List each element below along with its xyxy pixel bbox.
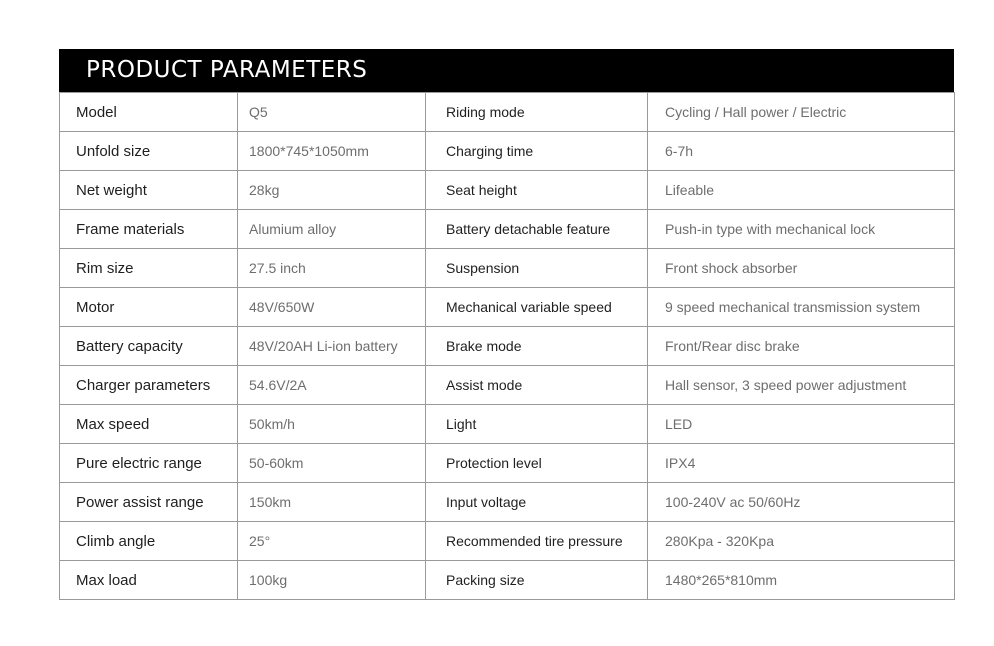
- param-label: Assist mode: [426, 366, 648, 405]
- param-value: 50-60km: [238, 444, 426, 483]
- parameters-table-body: [60, 93, 955, 600]
- param-label: Protection level: [426, 444, 648, 483]
- param-label: Max speed: [60, 405, 238, 444]
- param-label: Climb angle: [60, 522, 238, 561]
- param-label: Battery capacity: [60, 327, 238, 366]
- param-value: 1800*745*1050mm: [238, 132, 426, 171]
- param-label: Pure electric range: [60, 444, 238, 483]
- param-value: 100-240V ac 50/60Hz: [648, 483, 955, 522]
- param-value: 6-7h: [648, 132, 955, 171]
- param-value: 1480*265*810mm: [648, 561, 955, 600]
- param-value: 27.5 inch: [238, 249, 426, 288]
- param-label: Seat height: [426, 171, 648, 210]
- param-label: Brake mode: [426, 327, 648, 366]
- table-row: [60, 210, 955, 249]
- product-parameters-sheet: [59, 49, 954, 600]
- param-value: Hall sensor, 3 speed power adjustment: [648, 366, 955, 405]
- param-label: Power assist range: [60, 483, 238, 522]
- param-value: Q5: [238, 93, 426, 132]
- param-value: 9 speed mechanical transmission system: [648, 288, 955, 327]
- param-value: 50km/h: [238, 405, 426, 444]
- param-label: Light: [426, 405, 648, 444]
- table-row: [60, 132, 955, 171]
- param-label: Riding mode: [426, 93, 648, 132]
- parameters-table: [59, 92, 955, 600]
- table-row: [60, 483, 955, 522]
- param-value: Front shock absorber: [648, 249, 955, 288]
- param-value: Front/Rear disc brake: [648, 327, 955, 366]
- param-value: Push-in type with mechanical lock: [648, 210, 955, 249]
- param-value: 48V/20AH Li-ion battery: [238, 327, 426, 366]
- param-label: Max load: [60, 561, 238, 600]
- param-label: Charging time: [426, 132, 648, 171]
- table-row: [60, 561, 955, 600]
- param-value: IPX4: [648, 444, 955, 483]
- param-label: Suspension: [426, 249, 648, 288]
- param-label: Battery detachable feature: [426, 210, 648, 249]
- param-value: Cycling / Hall power / Electric: [648, 93, 955, 132]
- param-value: Alumium alloy: [238, 210, 426, 249]
- table-row: [60, 366, 955, 405]
- param-value: 25°: [238, 522, 426, 561]
- param-label: Input voltage: [426, 483, 648, 522]
- param-label: Model: [60, 93, 238, 132]
- table-row: [60, 405, 955, 444]
- param-value: LED: [648, 405, 955, 444]
- title-banner: [59, 49, 954, 92]
- table-row: [60, 444, 955, 483]
- param-value: 54.6V/2A: [238, 366, 426, 405]
- param-value: 150km: [238, 483, 426, 522]
- table-row: [60, 93, 955, 132]
- table-row: [60, 522, 955, 561]
- param-value: 280Kpa - 320Kpa: [648, 522, 955, 561]
- table-row: [60, 327, 955, 366]
- param-label: Frame materials: [60, 210, 238, 249]
- page-title: PRODUCT PARAMETERS: [86, 57, 368, 83]
- param-value: Lifeable: [648, 171, 955, 210]
- table-row: [60, 249, 955, 288]
- param-label: Recommended tire pressure: [426, 522, 648, 561]
- param-value: 100kg: [238, 561, 426, 600]
- param-label: Unfold size: [60, 132, 238, 171]
- param-label: Mechanical variable speed: [426, 288, 648, 327]
- param-label: Packing size: [426, 561, 648, 600]
- table-row: [60, 171, 955, 210]
- param-label: Rim size: [60, 249, 238, 288]
- param-label: Motor: [60, 288, 238, 327]
- param-value: 28kg: [238, 171, 426, 210]
- table-row: [60, 288, 955, 327]
- param-value: 48V/650W: [238, 288, 426, 327]
- param-label: Charger parameters: [60, 366, 238, 405]
- param-label: Net weight: [60, 171, 238, 210]
